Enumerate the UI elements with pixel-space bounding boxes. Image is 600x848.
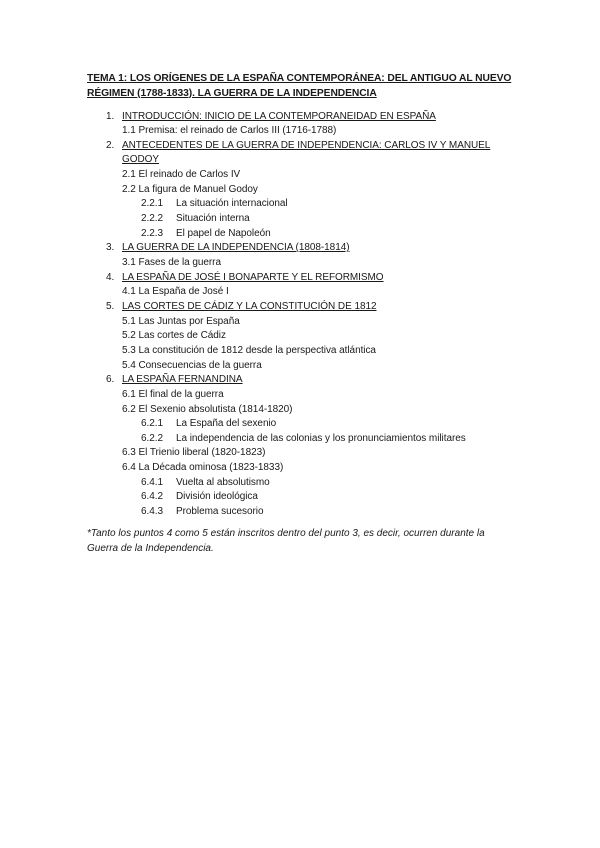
subitem-2-2-3-number: 2.2.3 (141, 228, 163, 239)
item-1-1: 1.1 Premisa: el reinado de Carlos III (1716-1788) (122, 125, 337, 136)
subitem-6-2-2-number: 6.2.2 (141, 433, 163, 444)
item-6-2: 6.2 El Sexenio absolutista (1814-1820) (122, 404, 293, 415)
subitem-6-4-2: División ideológica (176, 491, 258, 502)
item-5-2: 5.2 Las cortes de Cádiz (122, 330, 226, 341)
subitem-2-2-1-number: 2.2.1 (141, 198, 163, 209)
item-6-1: 6.1 El final de la guerra (122, 389, 224, 400)
subitem-6-4-3-number: 6.4.3 (141, 506, 163, 517)
section-2-heading-line1: ANTECEDENTES DE LA GUERRA DE INDEPENDENCIA: CARLOS IV Y MANUEL (122, 140, 491, 151)
subitem-6-4-3: Problema sucesorio (176, 506, 264, 517)
section-4-heading: LA ESPAÑA DE JOSÉ I BONAPARTE Y EL REFORMISMO (122, 272, 384, 283)
section-2-heading-line2: GODOY (122, 154, 159, 165)
subitem-6-4-1-number: 6.4.1 (141, 477, 163, 488)
footnote-line-2: Guerra de la Independencia. (87, 543, 214, 554)
subitem-6-4-2-number: 6.4.2 (141, 491, 163, 502)
subitem-6-2-1: La España del sexenio (176, 418, 277, 429)
subitem-2-2-2-number: 2.2.2 (141, 213, 163, 224)
document-title: TEMA 1: LOS ORÍGENES DE LA ESPAÑA CONTEMPORÁNEA: DEL ANTIGUO AL NUEVO RÉGIMEN (1788-1833). LA GUERRA DE LA INDEPENDENCIA (87, 73, 512, 99)
item-6-3: 6.3 El Trienio liberal (1820-1823) (122, 447, 266, 458)
section-2-number: 2. (106, 140, 115, 151)
section-3-number: 3. (106, 242, 115, 253)
item-5-4: 5.4 Consecuencias de la guerra (122, 360, 262, 371)
section-6-heading: LA ESPAÑA FERNANDINA (122, 374, 243, 385)
section-1-heading: INTRODUCCIÓN: INICIO DE LA CONTEMPORANEIDAD EN ESPAÑA (122, 111, 436, 122)
item-2-2: 2.2 La figura de Manuel Godoy (122, 184, 258, 195)
item-5-1: 5.1 Las Juntas por España (122, 316, 240, 327)
item-6-4: 6.4 La Década ominosa (1823-1833) (122, 462, 284, 473)
subitem-2-2-2: Situación interna (176, 213, 250, 224)
section-4-number: 4. (106, 272, 115, 283)
subitem-6-2-1-number: 6.2.1 (141, 418, 163, 429)
section-6-number: 6. (106, 374, 115, 385)
section-3-heading: LA GUERRA DE LA INDEPENDENCIA (1808-1814) (122, 242, 350, 253)
footnote (87, 526, 527, 556)
section-5-number: 5. (106, 301, 115, 312)
item-4-1: 4.1 La España de José I (122, 286, 229, 297)
subitem-2-2-3: El papel de Napoleón (176, 228, 271, 239)
item-5-3: 5.3 La constitución de 1812 desde la perspectiva atlántica (122, 345, 376, 356)
footnote-line-1: *Tanto los puntos 4 como 5 están inscritos dentro del punto 3, es decir, ocurren durante la (87, 528, 485, 539)
section-5-heading: LAS CORTES DE CÁDIZ Y LA CONSTITUCIÓN DE 1812 (122, 301, 377, 312)
subitem-6-4-1: Vuelta al absolutismo (176, 477, 270, 488)
item-3-1: 3.1 Fases de la guerra (122, 257, 221, 268)
subitem-2-2-1: La situación internacional (176, 198, 288, 209)
subitem-6-2-2: La independencia de las colonias y los pronunciamientos militares (176, 433, 466, 444)
item-2-1: 2.1 El reinado de Carlos IV (122, 169, 241, 180)
section-1-number: 1. (106, 111, 115, 122)
